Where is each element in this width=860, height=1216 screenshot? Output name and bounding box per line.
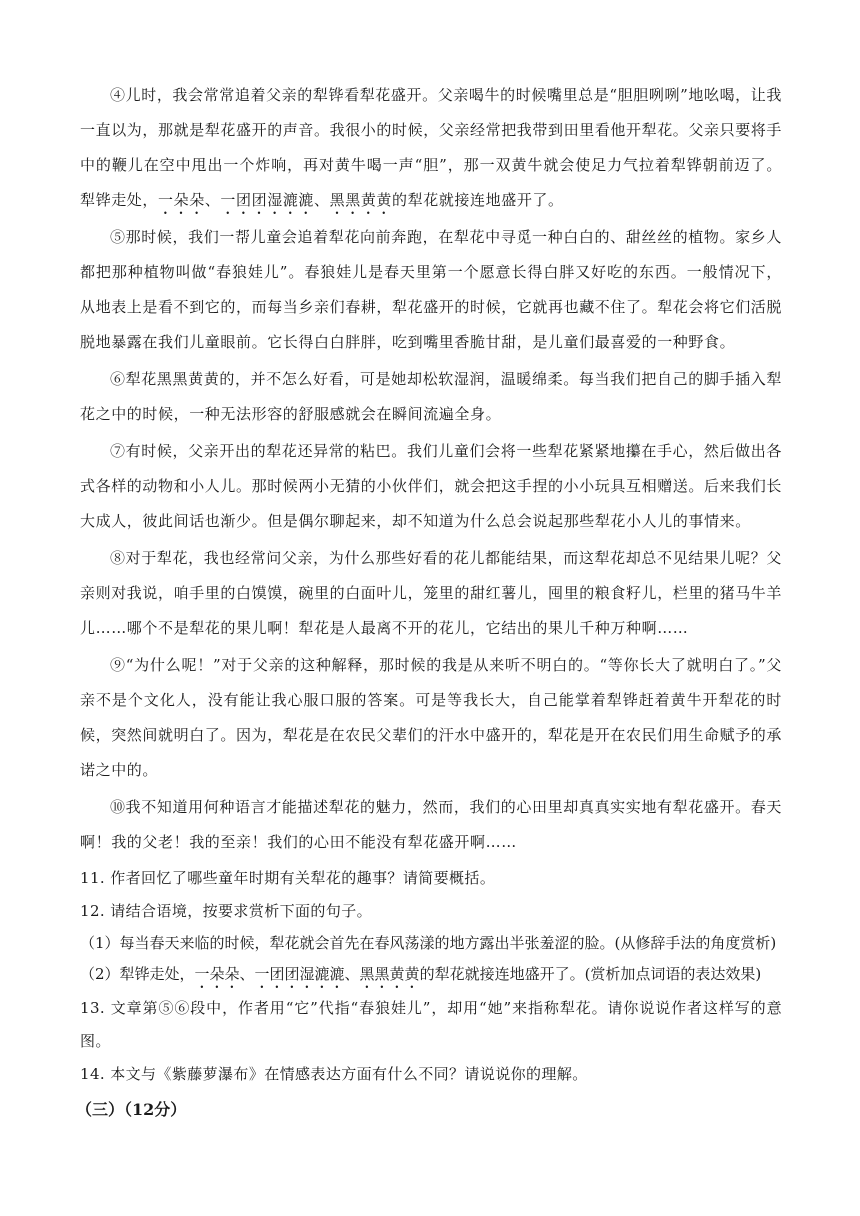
paragraph-4-text: ④儿时，我会常常追着父亲的犁铧看犁花盛开。父亲喝牛的时候嘴里总是“胆胆咧咧”地吆喝，让我一直以为，那就是犁花盛开的声音。我很小的时候，父亲经常把我带到田里看他开犁花。父亲只要将手中的鞭儿在空中甩出一个炸响，再对黄牛喝一声“胆”，那一双黄牛就会使足力气拉着犁铧朝前迈了。犁铧走处， xyxy=(80,86,783,209)
paragraph-6: ⑥犁花黑黑黄黄的，并不怎么好看，可是她却松软湿润，温暖绵柔。每当我们把自己的脚手插入犁花之中的时候，一种无法形容的舒服感就会在瞬间流遍全身。 xyxy=(80,370,782,423)
paragraph-4 xyxy=(80,78,782,218)
emphasized-words: 一朵朵、一团团湿漉漉、黑黑黄黄 xyxy=(158,191,393,209)
paragraph-5: ⑤那时候，我们一帮儿童会追着犁花向前奔跑，在犁花中寻觅一种白白的、甜丝丝的植物。家乡人都把那种植物叫做“春狼娃儿”。春狼娃儿是春天里第一个愿意长得白胖又好吃的东西。一般情况下，从地表上是看不到它的，而每当乡亲们春耕，犁花盛开的时候，它就再也藏不住了。犁花会将它们活脱脱地暴露在我们儿童眼前。它长得白白胖胖，吃到嘴里香脆甘甜，是儿童们最喜爱的一种野食。 xyxy=(80,228,783,351)
paragraph-4-text-end: 的犁花就接连地盛开了。 xyxy=(392,191,564,209)
question-12-part-2 xyxy=(80,959,782,992)
document-page xyxy=(76,78,783,1127)
paragraph-9: ⑨“为什么呢！”对于父亲的这种解释，那时候的我是从来听不明白的。“等你长大了就明白了。”父亲不是个文化人，没有能让我心服口服的答案。可是等我长大，自己能掌着犁铧赶着黄牛开犁花的时候，突然间就明白了。因为，犁花是在农民父辈们的汗水中盛开的，犁花是开在农民们用生命赋予的承诺之中的。 xyxy=(80,656,783,779)
paragraph-10: ⑩我不知道用何种语言才能描述犁花的魅力，然而，我们的心田里却真真实实地有犁花盛开。春天啊！我的父老！我的至亲！我们的心田不能没有犁花盛开啊…… xyxy=(80,798,782,851)
question-12-part-2-text-end: 的犁花就接连地盛开了。(赏析加点词语的表达效果) xyxy=(419,965,762,983)
question-13: 13. 文章第⑤⑥段中，作者用“它”代指“春狼娃儿”，却用“她”来指称犁花。请你说说作者这样写的意图。 xyxy=(80,999,782,1050)
emphasized-words-question: 一朵朵、一团团湿漉漉、黑黑黄黄 xyxy=(194,965,420,983)
question-11: 11. 作者回忆了哪些童年时期有关犁花的趣事？请简要概括。 xyxy=(80,869,496,887)
paragraph-8: ⑧对于犁花，我也经常问父亲，为什么那些好看的花儿都能结果，而这犁花却总不见结果儿呢？父亲则对我说，咱手里的白馍馍，碗里的白面叶儿，笼里的甜红薯儿，囤里的粮食籽儿，栏里的猪马牛羊儿……哪个不是犁花的果儿啊！犁花是人最离不开的花儿，它结出的果儿千种万种啊…… xyxy=(80,549,783,637)
section-title: （三）（12分） xyxy=(76,1100,187,1119)
question-12-part-1: （1）每当春天来临的时候，犁花就会首先在春风荡漾的地方露出半张羞涩的脸。(从修辞手法的角度赏析) xyxy=(80,934,777,952)
question-14: 14. 本文与《紫藤萝瀑布》在情感表达方面有什么不同？请说说你的理解。 xyxy=(80,1065,588,1083)
question-12: 12. 请结合语境，按要求赏析下面的句子。 xyxy=(80,902,373,920)
question-12-part-2-text: （2）犁铧走处， xyxy=(80,965,195,983)
paragraph-7: ⑦有时候，父亲开出的犁花还异常的粘巴。我们儿童们会将一些犁花紧紧地攥在手心，然后做出各式各样的动物和小人儿。那时候两小无猜的小伙伴们，就会把这手捏的小小玩具互相赠送。后来我们长大成人，彼此间话也渐少。但是偶尔聊起来，却不知道为什么总会说起那些犁花小人儿的事情来。 xyxy=(80,442,783,530)
